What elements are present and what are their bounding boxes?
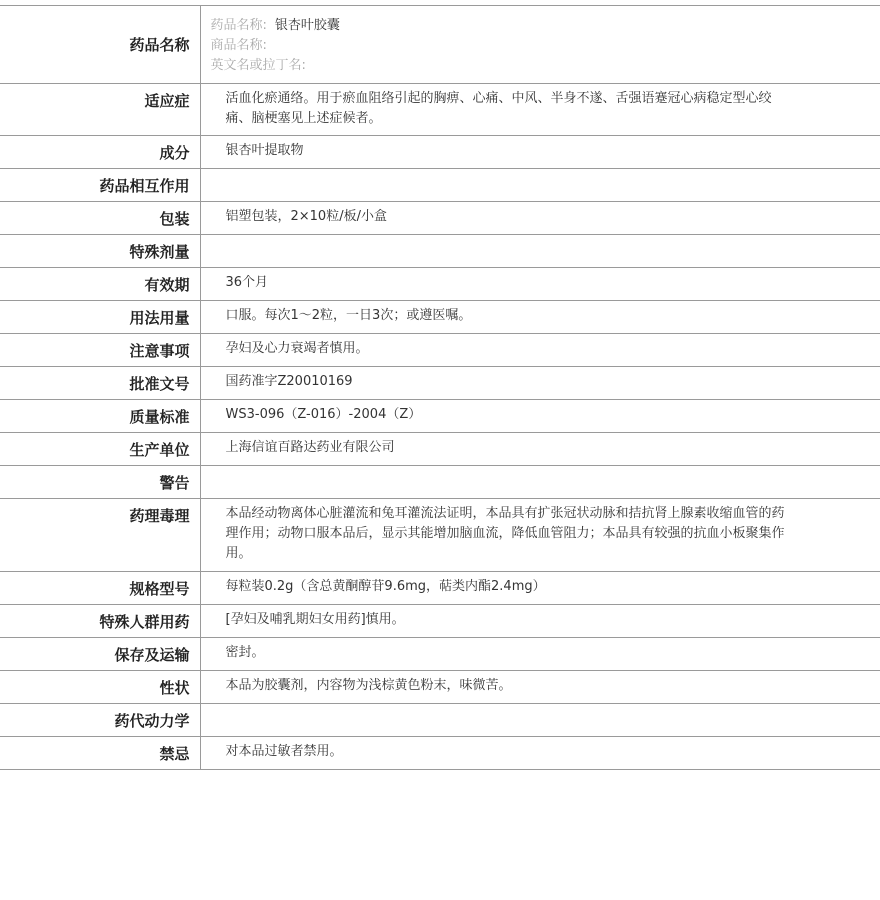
- row-interactions: [0, 169, 880, 202]
- row-label: 药品名称: [0, 6, 200, 84]
- row-value: 密封。: [200, 638, 880, 671]
- row-value: 活血化瘀通络。用于瘀血阻络引起的胸痹、心痛、中风、半身不遂、舌强语蹇冠心病稳定型心绞痛、脑梗塞见上述症候者。: [200, 84, 880, 136]
- row-label: 药代动力学: [0, 704, 200, 737]
- row-approval-number: [0, 367, 880, 400]
- row-label: 注意事项: [0, 334, 200, 367]
- row-value: 本品经动物离体心脏灌流和兔耳灌流法证明，本品具有扩张冠状动脉和拮抗肾上腺素收缩血管的药理作用；动物口服本品后，显示其能增加脑血流，降低血管阻力；本品具有较强的抗血小板聚集作用。: [200, 499, 880, 572]
- row-value: 36个月: [200, 268, 880, 301]
- row-value: [200, 235, 880, 268]
- row-label: 包装: [0, 202, 200, 235]
- row-label: 特殊剂量: [0, 235, 200, 268]
- row-pharmacokinetics: [0, 704, 880, 737]
- row-quality-standard: [0, 400, 880, 433]
- row-specification: [0, 572, 880, 605]
- row-shelf-life: [0, 268, 880, 301]
- row-value: 每粒装0.2g（含总黄酮醇苷9.6mg，萜类内酯2.4mg）: [200, 572, 880, 605]
- row-label: 性状: [0, 671, 200, 704]
- row-label: 警告: [0, 466, 200, 499]
- latin-name-label: 英文名或拉丁名:: [210, 58, 306, 73]
- row-label: 药理毒理: [0, 499, 200, 572]
- row-value: 国药准字Z20010169: [200, 367, 880, 400]
- row-warning: [0, 466, 880, 499]
- trade-name-label: 商品名称:: [210, 38, 267, 53]
- row-special-populations: [0, 605, 880, 638]
- row-pharmacology: [0, 499, 880, 572]
- generic-name-value: 银杏叶胶囊: [274, 18, 340, 33]
- drug-info-sheet: [0, 5, 880, 770]
- row-label: 有效期: [0, 268, 200, 301]
- row-value: [200, 169, 880, 202]
- drug-info-table: [0, 5, 880, 770]
- row-value: 孕妇及心力衰竭者慎用。: [200, 334, 880, 367]
- generic-name-label: 药品名称:: [210, 18, 267, 33]
- row-label: 成分: [0, 136, 200, 169]
- row-description: [0, 671, 880, 704]
- row-label: 禁忌: [0, 737, 200, 770]
- row-packaging: [0, 202, 880, 235]
- row-value: 铝塑包装，2×10粒/板/小盒: [200, 202, 880, 235]
- row-label: 生产单位: [0, 433, 200, 466]
- row-value: 银杏叶提取物: [200, 136, 880, 169]
- row-label: 适应症: [0, 84, 200, 136]
- row-value: [孕妇及哺乳期妇女用药]慎用。: [200, 605, 880, 638]
- row-label: 药品相互作用: [0, 169, 200, 202]
- row-label: 批准文号: [0, 367, 200, 400]
- row-value: WS3-096（Z-016）-2004（Z）: [200, 400, 880, 433]
- trade-name-line: [211, 36, 861, 56]
- generic-name-line: [211, 16, 861, 36]
- row-label: 保存及运输: [0, 638, 200, 671]
- row-contraindications: [0, 737, 880, 770]
- row-label: 规格型号: [0, 572, 200, 605]
- row-indications: [0, 84, 880, 136]
- row-label: 质量标准: [0, 400, 200, 433]
- row-value: 本品为胶囊剂，内容物为浅棕黄色粉末，味微苦。: [200, 671, 880, 704]
- row-value: [200, 704, 880, 737]
- row-label: 用法用量: [0, 301, 200, 334]
- latin-name-line: [211, 56, 861, 76]
- row-drug-name: [0, 6, 880, 84]
- row-value: 上海信谊百路达药业有限公司: [200, 433, 880, 466]
- row-storage: [0, 638, 880, 671]
- row-special-dosage: [0, 235, 880, 268]
- row-value: 口服。每次1～2粒，一日3次；或遵医嘱。: [200, 301, 880, 334]
- drug-name-block: [200, 6, 880, 84]
- row-ingredients: [0, 136, 880, 169]
- row-value: 对本品过敏者禁用。: [200, 737, 880, 770]
- row-dosage: [0, 301, 880, 334]
- row-label: 特殊人群用药: [0, 605, 200, 638]
- row-precautions: [0, 334, 880, 367]
- row-value: [200, 466, 880, 499]
- row-manufacturer: [0, 433, 880, 466]
